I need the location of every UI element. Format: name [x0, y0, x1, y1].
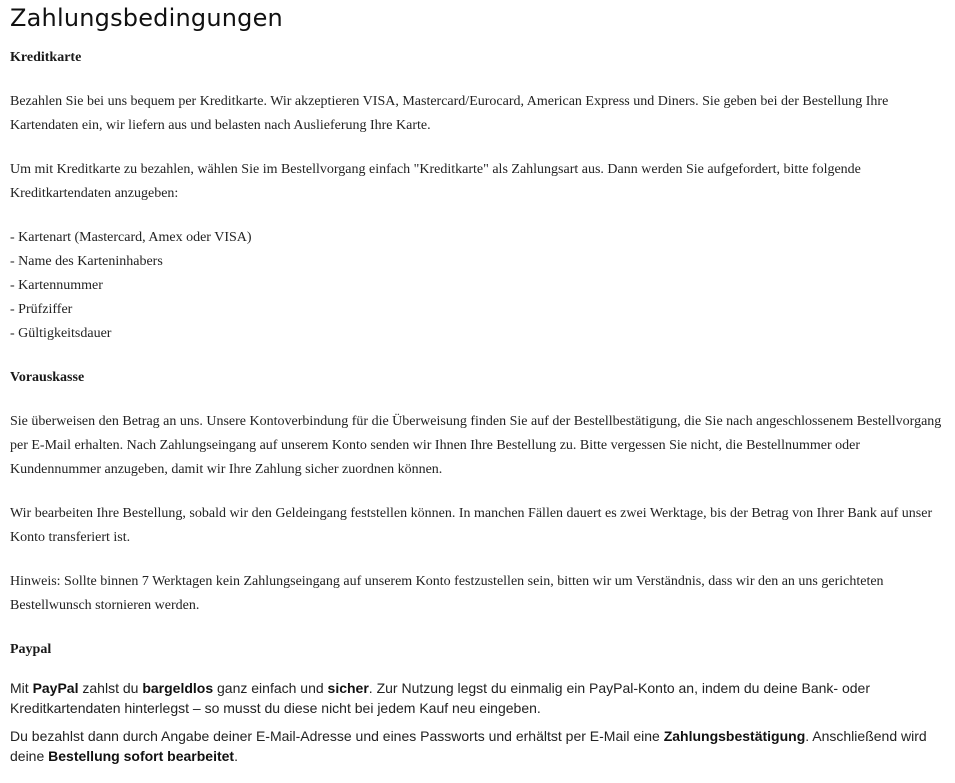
section-vorauskasse	[10, 366, 945, 618]
bold-text: PayPal	[32, 680, 79, 696]
kreditkarte-data-list	[10, 226, 945, 346]
section-heading-vorauskasse: Vorauskasse	[10, 370, 85, 385]
list-item: - Name des Karteninhabers	[10, 254, 163, 269]
kreditkarte-paragraph-2: Um mit Kreditkarte zu bezahlen, wählen Sie im Bestellvorgang einfach "Kreditkarte" als Zahlungsart aus. Dann werden Sie aufgefordert, bitte folgende Kreditkartendaten anzugeben:	[10, 162, 861, 201]
kreditkarte-paragraph-1: Bezahlen Sie bei uns bequem per Kreditkarte. Wir akzeptieren VISA, Mastercard/Eurocard, American Express und Diners. Sie geben bei der Bestellung Ihre Kartendaten ein, wir liefern aus und belasten nach Auslieferung Ihre Karte.	[10, 94, 889, 133]
list-item: - Kartennummer	[10, 278, 103, 293]
paypal-paragraph-1	[10, 678, 945, 718]
text: Mit	[10, 680, 33, 696]
vorauskasse-paragraph-2: Wir bearbeiten Ihre Bestellung, sobald wir den Geldeingang feststellen können. In manchen Fällen dauert es zwei Werktage, bis der Betrag von Ihrer Bank auf unser Konto transferiert ist.	[10, 506, 933, 545]
text: . Zur Nutzung legst du einmalig ein PayPal-Konto an, indem du deine Bank- oder Kreditkartendaten hinterlegst – so musst du diese nicht bei jedem Kauf neu eingeben.	[10, 680, 870, 716]
bold-text: Zahlungsbestätigung	[663, 728, 806, 744]
list-item: - Gültigkeitsdauer	[10, 326, 112, 341]
list-item: - Kartenart (Mastercard, Amex oder VISA)	[10, 230, 252, 245]
bold-text: bargeldlos	[142, 680, 214, 696]
text: ganz einfach und	[213, 680, 328, 696]
text: Du bezahlst dann durch Angabe deiner E-Mail-Adresse und eines Passworts und erhältst per E-Mail eine	[10, 728, 664, 744]
page-title: Zahlungsbedingungen	[10, 4, 283, 32]
vorauskasse-paragraph-1: Sie überweisen den Betrag an uns. Unsere Kontoverbindung für die Überweisung finden Sie auf der Bestellbestätigung, die Sie nach angeschlossenem Bestellvorgang per E-Mail erhalten. Nach Zahlungseingang auf unserem Konto senden wir Ihnen Ihre Bestellung zu. Bitte vergessen Sie nicht, die Bestellnummer oder Kundennummer anzugeben, damit wir Ihre Zahlung sicher zuordnen können.	[10, 414, 942, 477]
bold-text: Bestellung sofort bearbeitet	[48, 748, 235, 764]
text: . Anschließend wird deine	[10, 728, 927, 764]
section-heading-paypal: Paypal	[10, 642, 52, 657]
payment-terms-page	[0, 4, 955, 766]
text: zahlst du	[78, 680, 143, 696]
section-heading-kreditkarte: Kreditkarte	[10, 50, 82, 65]
section-kreditkarte	[10, 46, 945, 346]
list-item: - Prüfziffer	[10, 302, 73, 317]
vorauskasse-hint: Hinweis: Sollte binnen 7 Werktagen kein Zahlungseingang auf unserem Konto festzustellen sein, bitten wir um Verständnis, dass wir den an uns gerichteten Bestellwunsch stornieren werden.	[10, 574, 884, 613]
section-paypal	[10, 638, 945, 766]
bold-text: sicher	[327, 680, 369, 696]
text: .	[234, 748, 238, 764]
paypal-paragraph-2	[10, 726, 945, 766]
